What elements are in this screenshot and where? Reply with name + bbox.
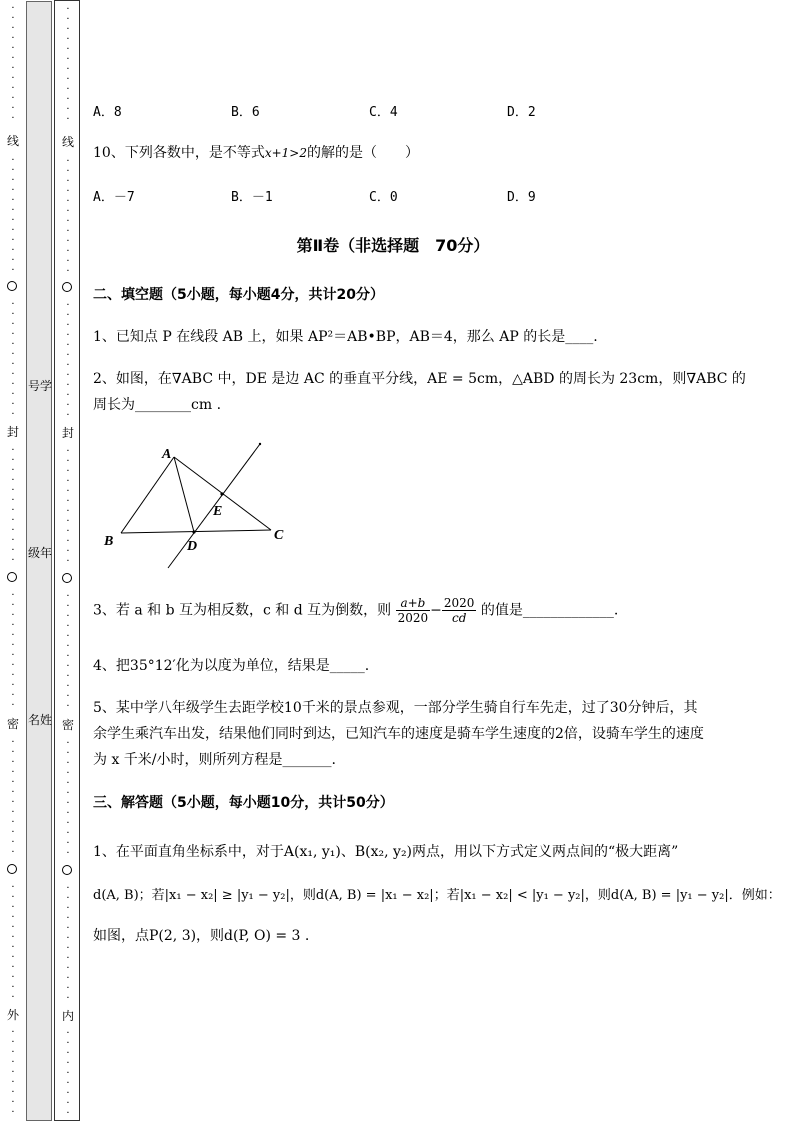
binding-hole-circle <box>7 281 17 291</box>
dot-column: · · · · · · · · · · · · <box>66 883 70 1004</box>
option-c: C．0 <box>369 190 398 205</box>
label-e: E <box>213 504 223 519</box>
student-info-bar <box>26 1 52 1121</box>
solve-question-1-line-3: 如图，点P(2, 3)，则d(P, O) = 3 . <box>93 928 310 944</box>
question-text: 10、下列各数中，是不等式 <box>93 145 265 161</box>
solve-question-1-line-2: d(A, B)；若|x₁ − x₂| ≥ |y₁ − y₂|，则d(A, B) = |x₁ − x₂|；若|x₁ − x₂| < |y₁ − y₂|，则d(A, B) = |y₁ − y₂|．例如： <box>93 888 781 903</box>
binding-margin-inner <box>54 0 80 1121</box>
label-a: A <box>162 447 172 462</box>
dot-column: · · · · · · · · · · · · <box>11 737 15 858</box>
seal-mark-line: 线 <box>61 135 74 149</box>
minus-sign: − <box>430 602 442 619</box>
fraction-numerator: 2020 <box>443 596 475 610</box>
triangle-figure <box>98 438 298 573</box>
field-grade: 级年 <box>27 546 52 560</box>
point-d <box>192 530 195 533</box>
option-d: D．9 <box>507 190 536 205</box>
seal-mark-secret: 密 <box>61 718 74 732</box>
segment-ad <box>174 457 194 532</box>
fraction-denominator: cd <box>451 611 467 625</box>
fill-question-5-line-1: 5、某中学八年级学生去距学校10千米的景点参观，一部分学生骑自行车先走，过了30分钟后，其 <box>93 700 698 716</box>
seal-mark-seal: 封 <box>61 426 74 440</box>
fill-question-5-line-3: 为 x 千米/小时，则所列方程是_______. <box>93 752 336 768</box>
fraction-numerator: a+b <box>396 596 431 611</box>
dot-column: · · · · · · · · · <box>66 1028 70 1119</box>
fill-question-2-line-1: 2、如图，在∇ABC 中，DE 是边 AC 的垂直平分线，AE = 5cm，△ABD 的周长为 23cm，则∇ABC 的 <box>93 371 746 387</box>
dot-column: · · · · · · · · · · · · <box>11 590 15 711</box>
field-name: 名姓 <box>27 713 52 727</box>
point-e <box>220 492 223 495</box>
section-2-heading: 二、填空题（5小题，每小题4分，共计20分） <box>93 287 384 303</box>
seal-mark-line: 线 <box>6 134 19 148</box>
dot-column: · · · · · · · · · · · · <box>66 156 70 277</box>
question-text: 的解的是（ ） <box>306 145 419 161</box>
fraction-1 <box>396 596 431 625</box>
dot-column: · · · · · · · · · · · · <box>66 591 70 712</box>
fraction-denominator: 2020 <box>397 611 429 625</box>
binding-hole-circle <box>62 282 72 292</box>
part-2-title: 第Ⅱ卷（非选择题 70分） <box>296 236 490 255</box>
fraction-2 <box>442 596 477 625</box>
dot-column: · · · · · · · · · · · · <box>11 299 15 420</box>
dot-column: · · · · · · · · · · · · <box>66 300 70 421</box>
seal-mark-outer: 外 <box>6 1008 19 1022</box>
option-a: A．－7 <box>93 190 135 205</box>
question-text: 的值是_____________. <box>480 602 619 619</box>
binding-hole-circle <box>7 572 17 582</box>
dot-column: · · · · · · · · · · · · <box>11 445 15 566</box>
option-a: A．8 <box>93 105 122 120</box>
fill-question-3 <box>93 596 618 625</box>
option-b: B．6 <box>231 105 260 120</box>
dot-column: · · · · · · · · · · · · <box>66 738 70 859</box>
binding-margin-outer <box>0 0 26 1123</box>
solve-question-1-line-1: 1、在平面直角坐标系中，对于A(x₁, y₁)、B(x₂, y₂)两点，用以下方式定义两点间的“极大距离” <box>93 844 679 860</box>
dot-column: · · · · · · · · · · · · <box>11 3 15 124</box>
binding-hole-circle <box>62 865 72 875</box>
seal-mark-secret: 密 <box>6 717 19 731</box>
dot-column: · · · · · · · · · <box>11 1027 15 1118</box>
fill-question-1: 1、已知点 P 在线段 AB 上，如果 AP²＝AB•BP，AB＝4，那么 AP 的长是____. <box>93 329 598 345</box>
segment-ab <box>121 457 174 533</box>
dot-column: · · · · · · · · · · · · <box>11 155 15 276</box>
label-b: B <box>104 534 114 549</box>
field-student-id: 号学 <box>27 379 52 393</box>
line-end-point <box>259 443 261 445</box>
dot-column: · · · · · · · · · · · · <box>66 4 70 125</box>
fill-question-2-line-2: 周长为________cm . <box>93 397 222 413</box>
option-c: C．4 <box>369 105 398 120</box>
seal-mark-seal: 封 <box>6 425 19 439</box>
dot-column: · · · · · · · · · · · · <box>11 882 15 1003</box>
question-text: 3、若 a 和 b 互为相反数，c 和 d 互为倒数，则 <box>93 602 392 619</box>
fill-question-4: 4、把35°12′化为以度为单位，结果是_____. <box>93 658 370 674</box>
dot-column: · · · · · · · · · · · · <box>66 446 70 567</box>
label-c: C <box>274 528 284 543</box>
seal-mark-inner: 内 <box>61 1009 74 1023</box>
binding-hole-circle <box>62 573 72 583</box>
inequality: x+1>2 <box>264 146 307 160</box>
question-10 <box>93 142 419 162</box>
fill-question-5-line-2: 余学生乘汽车出发，结果他们同时到达，已知汽车的速度是骑车学生速度的2倍，设骑车学生的速度 <box>93 726 704 742</box>
option-d: D．2 <box>507 105 536 120</box>
binding-hole-circle <box>7 864 17 874</box>
option-b: B．－1 <box>231 190 273 205</box>
section-3-heading: 三、解答题（5小题，每小题10分，共计50分） <box>93 795 394 811</box>
label-d: D <box>187 539 198 554</box>
